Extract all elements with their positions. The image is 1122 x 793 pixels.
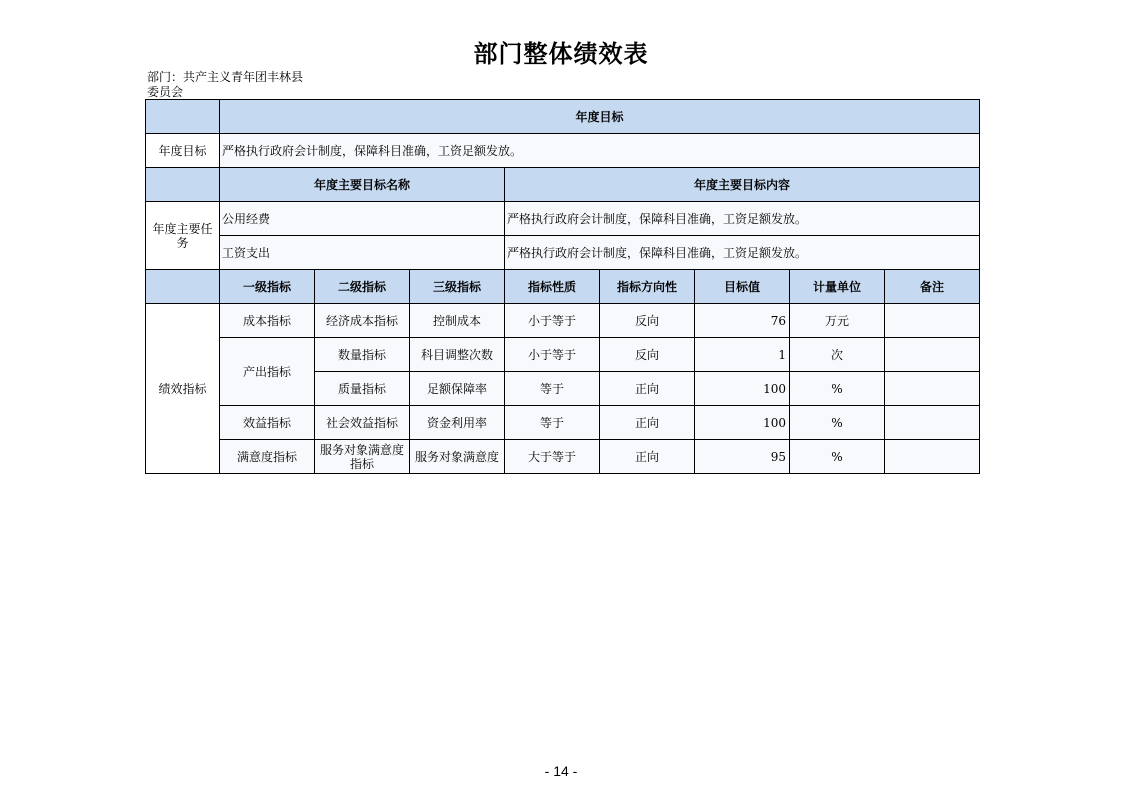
level3-cell: 科目调整次数: [410, 338, 505, 372]
target-cell: 100: [695, 372, 790, 406]
direction-cell: 正向: [600, 440, 695, 474]
page-number: - 14 -: [544, 763, 578, 779]
nature-cell: 小于等于: [505, 304, 600, 338]
unit-cell: 次: [790, 338, 885, 372]
header-note: 备注: [885, 270, 980, 304]
level2-cell: 数量指标: [315, 338, 410, 372]
indicators-label: 绩效指标: [146, 304, 220, 474]
tasks-label: 年度主要任务: [146, 202, 220, 270]
performance-table: [145, 99, 980, 474]
level1-cell: 成本指标: [220, 304, 315, 338]
level1-cell: 效益指标: [220, 406, 315, 440]
level1-cell: 产出指标: [220, 338, 315, 406]
nature-cell: 等于: [505, 372, 600, 406]
unit-cell: %: [790, 372, 885, 406]
department-label: [147, 70, 317, 100]
level2-cell: 服务对象满意度指标: [315, 440, 410, 474]
header-nature: 指标性质: [505, 270, 600, 304]
department-line-1: 部门：共产主义青年团丰林县: [147, 70, 304, 84]
level2-cell: 经济成本指标: [315, 304, 410, 338]
level3-cell: 资金利用率: [410, 406, 505, 440]
direction-cell: 正向: [600, 406, 695, 440]
target-cell: 100: [695, 406, 790, 440]
indicator-header-corner: [146, 270, 220, 304]
unit-cell: %: [790, 440, 885, 474]
level2-cell: 社会效益指标: [315, 406, 410, 440]
task-content: 严格执行政府会计制度，保障科目准确，工资足额发放。: [505, 236, 980, 270]
nature-cell: 大于等于: [505, 440, 600, 474]
note-cell: [885, 338, 980, 372]
note-cell: [885, 304, 980, 338]
note-cell: [885, 440, 980, 474]
task-content: 严格执行政府会计制度，保障科目准确，工资足额发放。: [505, 202, 980, 236]
task-header-corner: [146, 168, 220, 202]
header-target: 目标值: [695, 270, 790, 304]
level2-cell: 质量指标: [315, 372, 410, 406]
task-name-header: 年度主要目标名称: [220, 168, 505, 202]
header-level3: 三级指标: [410, 270, 505, 304]
annual-goal-text: 严格执行政府会计制度，保障科目准确，工资足额发放。: [220, 134, 980, 168]
level3-cell: 控制成本: [410, 304, 505, 338]
annual-goal-header: 年度目标: [220, 100, 980, 134]
unit-cell: 万元: [790, 304, 885, 338]
header-level2: 二级指标: [315, 270, 410, 304]
direction-cell: 反向: [600, 338, 695, 372]
task-name: 公用经费: [220, 202, 505, 236]
nature-cell: 小于等于: [505, 338, 600, 372]
page-title: 部门整体绩效表: [473, 40, 649, 68]
header-direction: 指标方向性: [600, 270, 695, 304]
task-content-header: 年度主要目标内容: [505, 168, 980, 202]
level3-cell: 服务对象满意度: [410, 440, 505, 474]
department-line-2: 委员会: [147, 85, 184, 99]
level3-cell: 足额保障率: [410, 372, 505, 406]
nature-cell: 等于: [505, 406, 600, 440]
target-cell: 1: [695, 338, 790, 372]
direction-cell: 正向: [600, 372, 695, 406]
annual-goal-label: 年度目标: [146, 134, 220, 168]
note-cell: [885, 372, 980, 406]
target-cell: 95: [695, 440, 790, 474]
note-cell: [885, 406, 980, 440]
header-unit: 计量单位: [790, 270, 885, 304]
task-name: 工资支出: [220, 236, 505, 270]
unit-cell: %: [790, 406, 885, 440]
corner-cell: [146, 100, 220, 134]
level1-cell: 满意度指标: [220, 440, 315, 474]
header-level1: 一级指标: [220, 270, 315, 304]
target-cell: 76: [695, 304, 790, 338]
direction-cell: 反向: [600, 304, 695, 338]
